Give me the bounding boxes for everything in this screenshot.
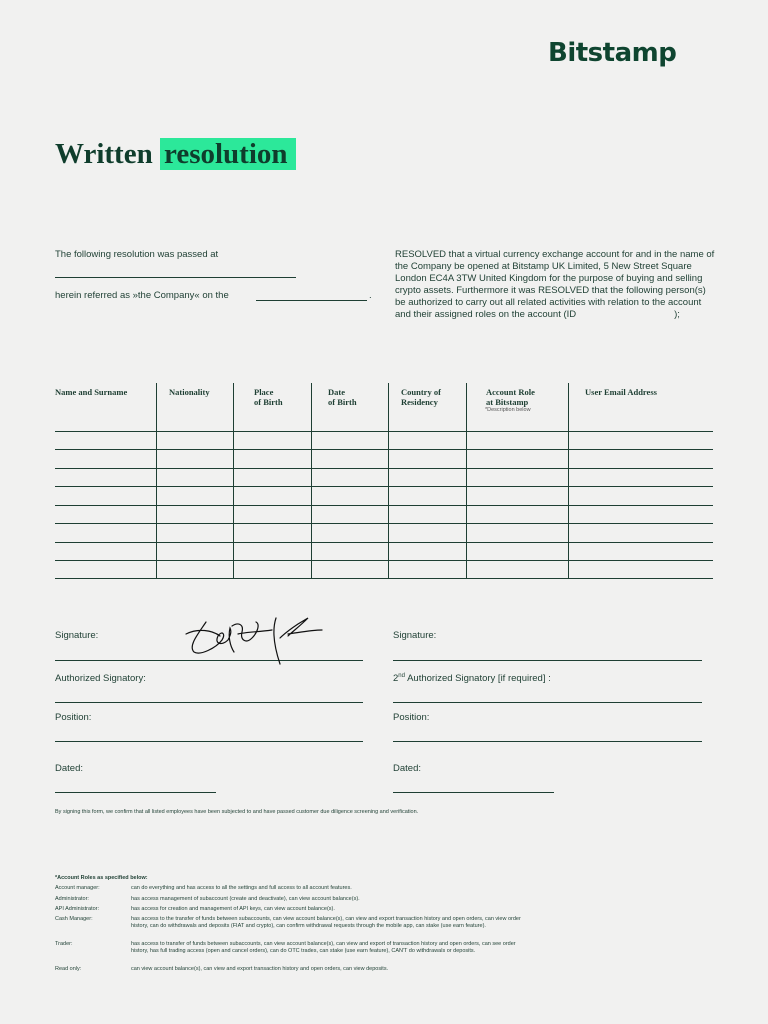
role-description: can do everything and has access to all the settings and full access to all account features. [131,885,352,891]
resolved-paragraph [395,249,715,322]
second-authorized-label [393,673,551,684]
table-row[interactable] [55,449,713,450]
table-row[interactable] [55,468,713,469]
herein-period: . [369,290,372,301]
table-divider [388,383,389,579]
second-sup: nd [398,673,405,679]
passed-at-text: The following resolution was passed at [55,249,219,260]
handwritten-signature [180,612,325,670]
role-description: has access to the transfer of funds between subaccounts, can view account balance(s), can view and export transaction history and open orders, can view order history, can do withdrawals and deposits (FIAT and crypto), can confirm withdrawal requests through the mobile app, can stake (use earn feature). [131,916,521,929]
position-line-right[interactable] [393,741,702,742]
table-row[interactable] [55,578,713,579]
header-country-line2: Residency [401,397,438,407]
header-place-line1: Place [254,387,274,397]
header-date-line1: Date [328,387,345,397]
resolved-end: ); [674,309,680,321]
bitstamp-logo: Bitstamp [548,38,677,68]
company-name-line[interactable] [55,277,296,278]
table-row[interactable] [55,431,713,432]
role-description: has access management of subaccount (create and deactivate), can view account balance(s). [131,896,360,902]
signature-label-left: Signature: [55,630,99,641]
table-divider [156,383,157,579]
signature-line-right[interactable] [393,660,702,661]
header-name [55,387,127,397]
header-country [401,387,441,407]
second-rest: Authorized Signatory [if required] : [404,673,551,685]
dated-label-left: Dated: [55,763,83,774]
authorized-persons-table [55,383,713,579]
role-description-note: *Description below [485,407,531,413]
table-divider [233,383,234,579]
dated-label-right: Dated: [393,763,421,774]
roles-heading: *Account Roles as specified below: [55,875,148,881]
table-divider [466,383,467,579]
position-label-left: Position: [55,712,92,723]
dated-line-left[interactable] [55,792,216,793]
position-label-right: Position: [393,712,430,723]
confirmation-text: By signing this form, we confirm that all listed employees have been subjected to and have passed customer due diligence screening and verification. [55,809,419,815]
table-row[interactable] [55,486,713,487]
header-role-line2: at Bitstamp [486,397,529,407]
signature-label-right: Signature: [393,630,437,641]
header-account-role [486,387,535,407]
header-nationality-line1: Nationality [169,387,210,397]
role-description: has access to transfer of funds between subaccounts, can view account balance(s), can view and export of transaction history and open orders, can see order history, has full trading access (open and cancel orders), can do OTC trades, can stake (use earn feature), CAN'T do withdrawals or deposits. [131,941,516,954]
position-line-left[interactable] [55,741,363,742]
role-description: has access for creation and management of API keys, can view account balance(s). [131,906,335,912]
table-row[interactable] [55,523,713,524]
header-date-of-birth [328,387,357,407]
title-part1: Written [55,138,153,170]
header-date-line2: of Birth [328,397,357,407]
authorized-line-left[interactable] [55,702,363,703]
title-highlight: resolution [160,138,296,170]
role-name: Read only: [55,966,82,972]
page-title [55,138,296,171]
header-email-line1: User Email Address [585,387,657,397]
table-row[interactable] [55,560,713,561]
role-description: can view account balance(s), can view and export transaction history and open orders, can view deposits. [131,966,389,972]
header-place-line2: of Birth [254,397,283,407]
role-name: Cash Manager: [55,916,93,922]
header-country-line1: Country of [401,387,441,397]
resolved-text: RESOLVED that a virtual currency exchange account for and in the name of the Company be opened at Bitstamp UK Limited, 5 New Street Square London EC4A 3TW United Kingdom for the purpose of buying and selling crypto assets. Furthermore it was RESOLVED that the following person(s) be authorized to carry out all related activities with relation to the account and their assigned roles on the account (ID [395,249,715,321]
header-place-of-birth [254,387,283,407]
authorized-line-right[interactable] [393,702,702,703]
header-role-line1: Account Role [486,387,535,397]
header-nationality [169,387,210,397]
second-prefix: 2 [393,673,399,685]
table-row[interactable] [55,542,713,543]
date-line[interactable] [256,300,367,301]
table-divider [311,383,312,579]
role-name: Administrator: [55,896,89,902]
table-row[interactable] [55,505,713,506]
role-name: Trader: [55,941,73,947]
header-email [585,387,657,397]
herein-text: herein referred as »the Company« on the [55,290,229,301]
authorized-label-left: Authorized Signatory: [55,673,146,684]
role-name: API Administrator: [55,906,100,912]
dated-line-right[interactable] [393,792,554,793]
table-divider [568,383,569,579]
role-name: Account manager: [55,885,100,891]
header-name-line1: Name and Surname [55,387,128,397]
